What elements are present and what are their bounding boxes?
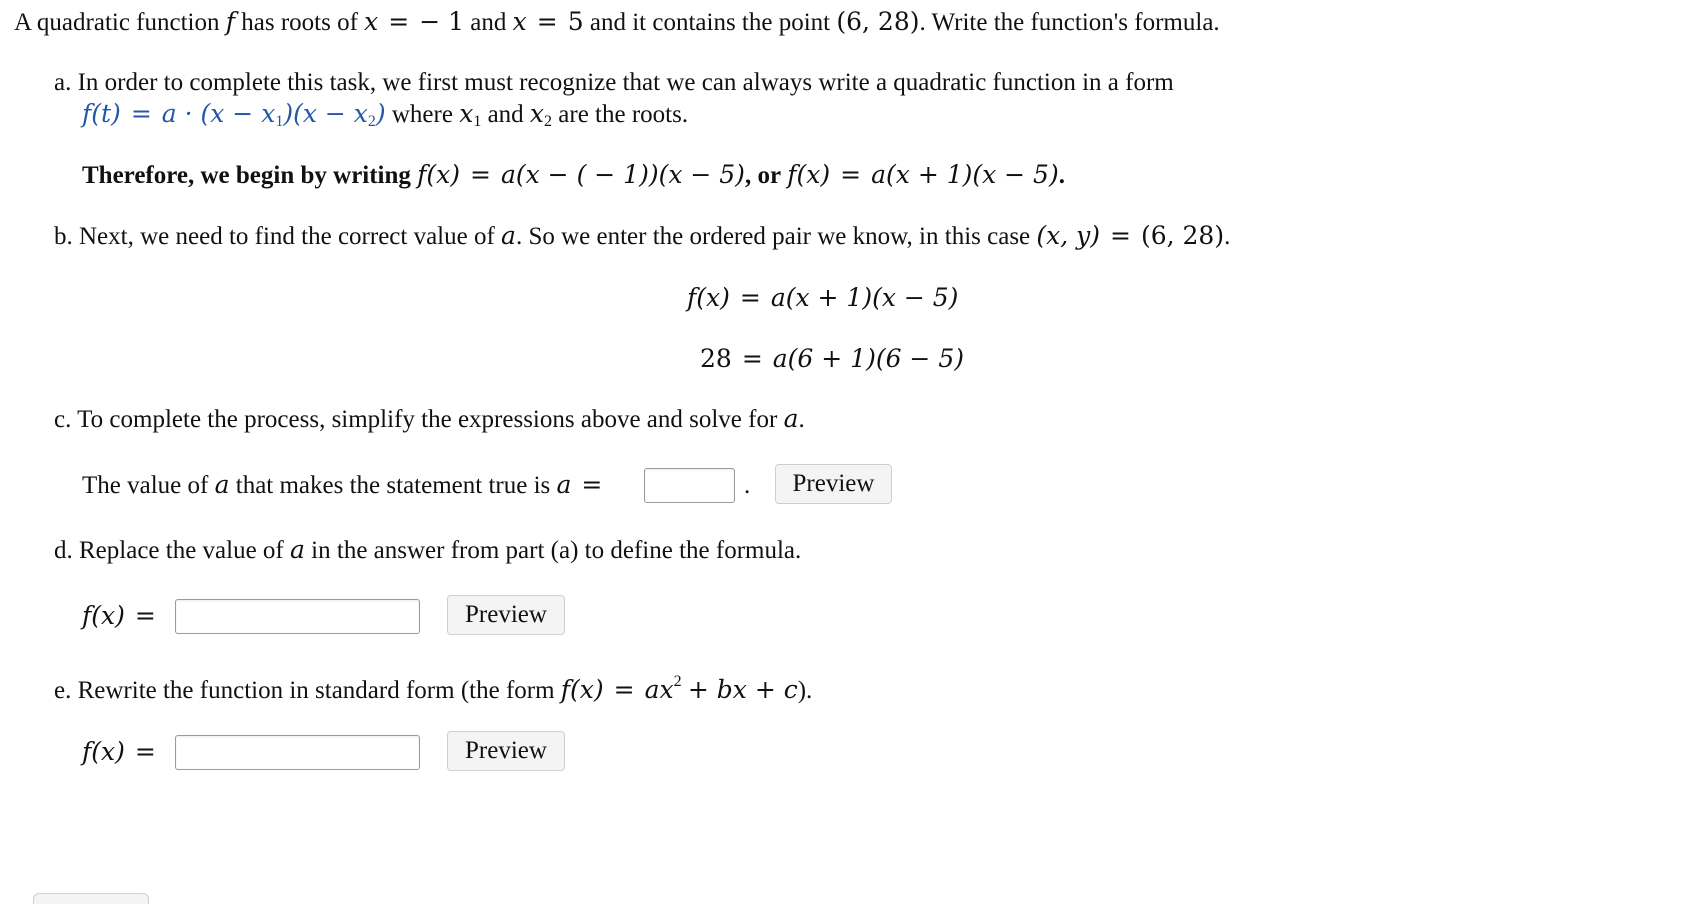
- part-d-prefix: d. Replace the value of: [54, 537, 284, 564]
- eq1-rhs: a(x + 1)(x − 5): [770, 283, 959, 312]
- part-e-square: 2: [673, 673, 682, 690]
- form-close: ): [375, 99, 386, 128]
- a-value-input[interactable]: [644, 468, 735, 503]
- preview-button-e[interactable]: Preview: [447, 731, 565, 771]
- part-b-pair: (6, 28): [1140, 221, 1225, 250]
- part-a-therefore: [82, 159, 1065, 192]
- answer-label-2: that makes the statement true is: [235, 472, 551, 499]
- part-d-suffix: in the answer from part (a) to define the formula.: [311, 537, 802, 564]
- part-d-fx: f(x): [82, 601, 125, 630]
- part-c-prefix: c. To complete the process, simplify the expressions above and solve for: [54, 406, 778, 433]
- equation-2: [700, 343, 964, 376]
- part-a-text: [54, 67, 1174, 99]
- part-d-a: a: [290, 535, 305, 564]
- therefore-eq: =: [470, 160, 491, 189]
- answer-equals: =: [581, 470, 603, 499]
- form-equals: =: [130, 99, 152, 128]
- preview-button-c[interactable]: Preview: [775, 464, 892, 504]
- question-roots-text: has roots of: [241, 9, 358, 36]
- eq2-lhs: 28: [700, 344, 732, 373]
- eq2-rhs: a(6 + 1)(6 − 5): [772, 344, 964, 373]
- part-e-equals: =: [613, 675, 635, 704]
- therefore-expr-1: a(x − ( − 1))(x − 5): [500, 160, 745, 189]
- x2-sub: 2: [544, 113, 553, 130]
- eq2-equals: =: [741, 344, 763, 373]
- part-e-fx: f(x): [560, 675, 604, 704]
- standard-form-input[interactable]: [175, 735, 420, 770]
- therefore-fx-2: f(x): [787, 160, 831, 189]
- part-e-close: ).: [797, 677, 813, 704]
- therefore-fx: f(x): [417, 160, 461, 189]
- therefore-expr-2: a(x + 1)(x − 5): [871, 160, 1059, 189]
- answer-label-1: The value of: [82, 472, 209, 499]
- question-instruction: . Write the function's formula.: [919, 9, 1220, 36]
- part-c-answer-label: [82, 469, 612, 502]
- question-intro: A quadratic function: [14, 9, 220, 36]
- answer-a-2: a: [556, 470, 572, 499]
- math-f: f: [225, 7, 236, 36]
- preview-button-d[interactable]: Preview: [447, 595, 565, 635]
- and-text: and: [470, 9, 507, 36]
- part-a-form: [82, 98, 688, 138]
- part-b-a: a: [501, 221, 516, 250]
- math-equals: =: [388, 7, 410, 36]
- where-text: where: [391, 101, 453, 128]
- form-sub-1: 1: [275, 113, 284, 130]
- part-c-a: a: [783, 404, 799, 433]
- part-d-text: [54, 534, 801, 567]
- question-text: [14, 6, 1220, 39]
- therefore-period: .: [1058, 162, 1065, 189]
- part-b-mid: . So we enter the ordered pair we know, in this case: [515, 223, 1031, 250]
- submit-button-partial[interactable]: [33, 893, 149, 904]
- math-x: x: [364, 7, 379, 36]
- form-sub-2: 2: [367, 113, 376, 130]
- eq1-lhs: f(x): [687, 283, 730, 312]
- part-e-rest: + bx + c: [687, 675, 798, 704]
- answer-dot: .: [744, 472, 751, 499]
- part-e-prefix: e. Rewrite the function in standard form (the form: [54, 677, 555, 704]
- equation-1: [687, 282, 958, 315]
- x1-var: x: [459, 99, 474, 128]
- part-a-prefix: a. In order to complete this task, we first must recognize that we can always write a quadratic function in a form: [54, 69, 1174, 96]
- part-b-eq: =: [1110, 221, 1131, 250]
- or-text: , or: [744, 162, 782, 189]
- part-b-xy: (x, y): [1036, 221, 1101, 250]
- part-d-equals: =: [134, 601, 156, 630]
- part-d-lhs: [82, 600, 166, 633]
- form-lhs: f(t): [82, 99, 121, 128]
- point-value: (6, 28): [836, 7, 920, 36]
- part-b-prefix: b. Next, we need to find the correct value of: [54, 223, 495, 250]
- and-text-2: and: [487, 101, 524, 128]
- therefore-text: Therefore, we begin by writing: [82, 162, 411, 189]
- formula-input[interactable]: [175, 599, 420, 634]
- x1-sub: 1: [473, 113, 482, 130]
- part-c-text: [54, 403, 805, 436]
- part-c-period: .: [798, 406, 805, 433]
- part-b-period: .: [1224, 223, 1231, 250]
- part-e-fx-lhs: f(x): [82, 737, 125, 766]
- form-mid: )(x − x: [283, 99, 368, 128]
- therefore-eq-2: =: [840, 160, 862, 189]
- root-one: − 1: [419, 7, 465, 36]
- part-e-text: [54, 666, 812, 707]
- part-e-lhs-equals: =: [134, 737, 156, 766]
- eq1-equals: =: [739, 283, 761, 312]
- answer-a: a: [214, 470, 230, 499]
- math-equals-2: =: [536, 7, 558, 36]
- part-e-lhs: [82, 736, 166, 769]
- root-two: 5: [567, 7, 584, 36]
- part-b-text: [54, 220, 1230, 253]
- math-x-2: x: [512, 7, 527, 36]
- point-text: and it contains the point: [589, 9, 831, 36]
- form-rhs: a · (x − x: [161, 99, 276, 128]
- x2-var: x: [529, 99, 545, 128]
- are-roots-text: are the roots.: [558, 101, 689, 128]
- part-e-ax: ax: [644, 675, 674, 704]
